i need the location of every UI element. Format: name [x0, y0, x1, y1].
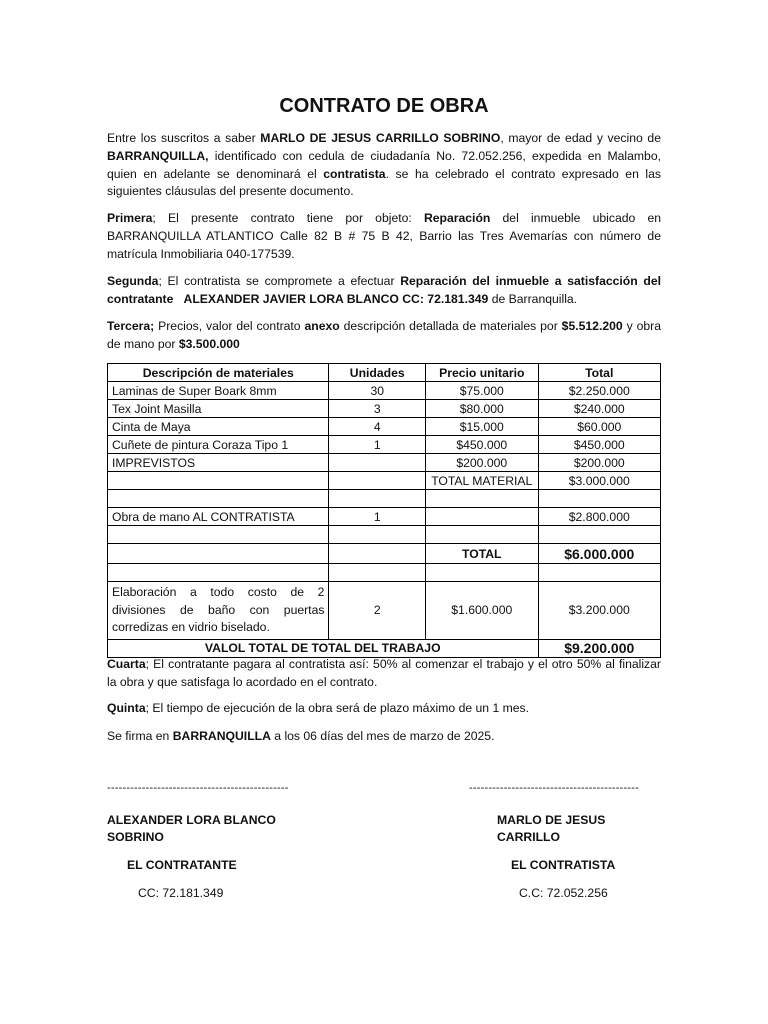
total-value: $6.000.000 [538, 544, 661, 564]
total-row [108, 544, 661, 564]
signing-statement: Se firma en BARRANQUILLA a los 06 días del mes de marzo de 2025. [107, 729, 495, 743]
total-material-row [108, 472, 661, 490]
total-material-value: $3.000.000 [538, 472, 661, 490]
contratante-name: ALEXANDER LORA BLANCO SOBRINO [107, 813, 276, 844]
clause-segunda: Segunda; El contratista se compromete a efectuar Reparación del inmueble a satisfacción del contratante ALEXANDER JAVIER LORA BLANCO CC: 72.181.349 de Barranquilla. [107, 274, 661, 306]
clause-tercera: Tercera; Precios, valor del contrato anexo descripción detallada de materiales por $5.512.200 y obra de mano por $3.500.000 [107, 319, 661, 351]
header-precio: Precio unitario [426, 364, 538, 382]
grand-total-row [108, 639, 661, 657]
header-descripcion: Descripción de materiales [108, 364, 329, 382]
clause-quinta: Quinta; El tiempo de ejecución de la obra será de plazo máximo de un 1 mes. [107, 701, 530, 715]
cell-desc: Cinta de Maya [108, 418, 329, 436]
cell-units: 3 [329, 400, 426, 418]
cell-price: $15.000 [426, 418, 538, 436]
contratista-name: MARLO DE JESUS CARRILLO [497, 813, 606, 844]
table-row [108, 436, 661, 454]
contratante-role: EL CONTRATANTE [127, 858, 237, 872]
table-row [108, 400, 661, 418]
extra-units: 2 [329, 582, 426, 640]
cell-total: $200.000 [538, 454, 661, 472]
intro-paragraph: Entre los suscritos a saber MARLO DE JESUS CARRILLO SOBRINO, mayor de edad y vecino de BARRANQUILLA, identificado con cedula de ciudadanía No. 72.052.256, expedida en Malambo, quien en adelante se denominará el contratista. se ha celebrado el contrato expresado en las siguientes cláusulas del presente documento. [107, 131, 661, 199]
signature-line-left: ----------------------------------------------- [107, 782, 289, 794]
total-material-label: TOTAL MATERIAL [426, 472, 538, 490]
cell-desc: Laminas de Super Boark 8mm [108, 382, 329, 400]
labor-units: 1 [329, 508, 426, 526]
header-total: Total [538, 364, 661, 382]
contratante-id: CC: 72.181.349 [138, 886, 224, 900]
labor-total: $2.800.000 [538, 508, 661, 526]
cell-desc: Tex Joint Masilla [108, 400, 329, 418]
contratista-role: EL CONTRATISTA [511, 858, 616, 872]
header-unidades: Unidades [329, 364, 426, 382]
labor-desc: Obra de mano AL CONTRATISTA [108, 508, 329, 526]
cell-total: $60.000 [538, 418, 661, 436]
cell-desc: IMPREVISTOS [108, 454, 329, 472]
extra-price: $1.600.000 [426, 582, 538, 640]
table-header-row [108, 364, 661, 382]
total-label: TOTAL [426, 544, 538, 564]
cell-total: $450.000 [538, 436, 661, 454]
labor-row [108, 508, 661, 526]
empty-row [108, 564, 661, 582]
materials-table [107, 363, 661, 658]
contratista-id: C.C: 72.052.256 [519, 886, 608, 900]
extra-work-row [108, 582, 661, 640]
cell-price: $80.000 [426, 400, 538, 418]
grand-total-label: VALOL TOTAL DE TOTAL DEL TRABAJO [108, 639, 539, 657]
table-row [108, 418, 661, 436]
table-row [108, 454, 661, 472]
cell-units: 30 [329, 382, 426, 400]
clause-cuarta: Cuarta; El contratante pagara al contratista así: 50% al comenzar el trabajo y el otro 50% al finalizar la obra y que satisfaga lo acordado en el contrato. [107, 657, 661, 689]
extra-desc: Elaboración a todo costo de 2 divisiones de baño con puertas corredizas en vidrio biselado. [108, 582, 329, 640]
cell-units: 4 [329, 418, 426, 436]
cell-units [329, 454, 426, 472]
cell-total: $240.000 [538, 400, 661, 418]
extra-total: $3.200.000 [538, 582, 661, 640]
empty-row [108, 526, 661, 544]
clause-primera: Primera; El presente contrato tiene por objeto: Reparación del inmueble ubicado en BARRANQUILLA ATLANTICO Calle 82 B # 75 B 42, Barrio las Tres Avemarías con número de matrícula Inmobiliaria 040-177539. [107, 211, 662, 261]
cell-units: 1 [329, 436, 426, 454]
cell-price: $450.000 [426, 436, 538, 454]
cell-price: $200.000 [426, 454, 538, 472]
cell-price: $75.000 [426, 382, 538, 400]
signature-line-right: -------------------------------------------- [469, 782, 639, 794]
table-row [108, 382, 661, 400]
grand-total-value: $9.200.000 [538, 639, 661, 657]
empty-row [108, 490, 661, 508]
cell-total: $2.250.000 [538, 382, 661, 400]
document-title: CONTRATO DE OBRA [279, 95, 489, 117]
cell-desc: Cuñete de pintura Coraza Tipo 1 [108, 436, 329, 454]
